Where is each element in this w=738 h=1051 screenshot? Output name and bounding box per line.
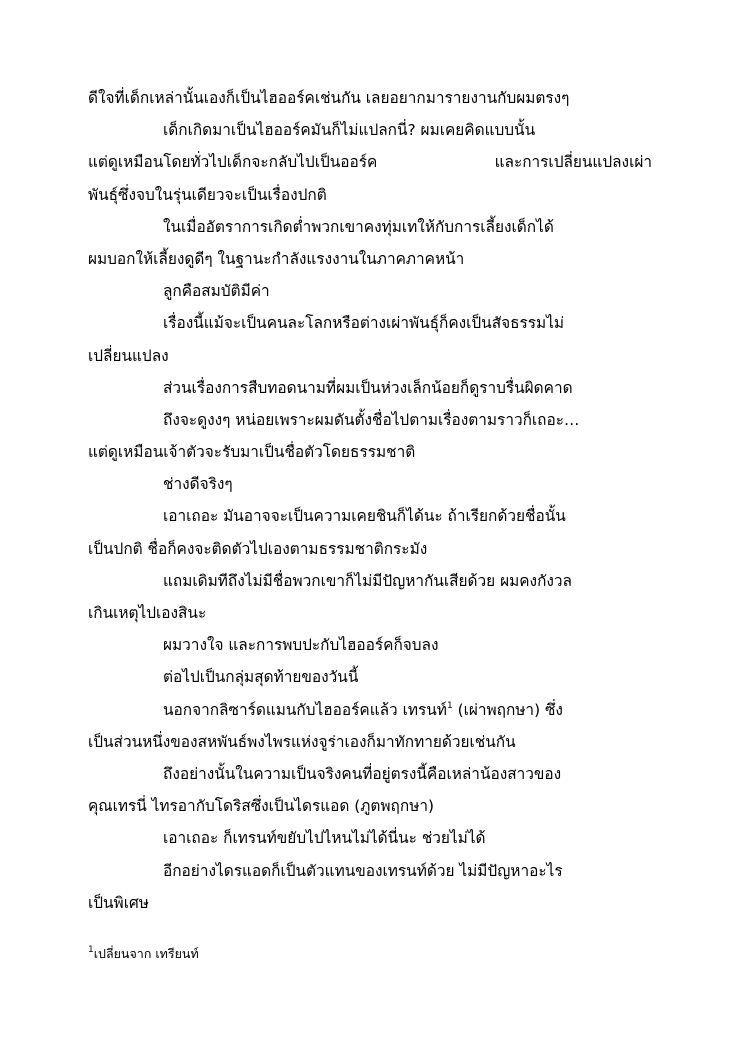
paragraph-line: ดีใจที่เด็กเหล่านั้นเองก็เป็นไฮออร์คเช่นกัน เลยอยากมารายงานกับผมตรงๆ bbox=[88, 89, 570, 107]
footnote-text: เปลี่ยนจาก เทรียนท์ bbox=[93, 946, 199, 961]
line-text: นอกจากลิซาร์ดแมนกับไฮออร์คแล้ว เทรนท์ bbox=[163, 700, 447, 719]
paragraph-line: เอาเถอะ ก็เทรนท์ขยับไปไหนไม่ได้นี่นะ ช่วยไม่ได้ bbox=[163, 829, 486, 848]
paragraph-line: ช่างดีจริงๆ bbox=[163, 475, 233, 494]
paragraph-line: ต่อไปเป็นกลุ่มสุดท้ายของวันนี้ bbox=[163, 668, 359, 687]
paragraph-line: เด็กเกิดมาเป็นไฮออร์คมันก็ไม่แปลกนี่? ผมเคยคิดแบบนั้น bbox=[163, 121, 536, 140]
paragraph-line: แต่ดูเหมือนเจ้าตัวจะรับมาเป็นชื่อตัวโดยธรรมชาติ bbox=[88, 443, 416, 462]
paragraph-line-with-footnote bbox=[88, 694, 652, 726]
paragraph-line: แถมเดิมทีถึงไม่มีชื่อพวกเขาก็ไม่มีปัญหากันเสียด้วย ผมคงกังวล bbox=[163, 571, 572, 590]
paragraph-line: ผมบอกให้เลี้ยงดูดีๆ ในฐานะกำลังแรงงานในภาคภาคหน้า bbox=[88, 249, 465, 268]
footnote bbox=[88, 940, 199, 964]
paragraph-line: ถึงอย่างนั้นในความเป็นจริงคนที่อยู่ตรงนี้คือเหล่าน้องสาวของ bbox=[163, 764, 562, 783]
footnote-ref-marker[interactable]: 1 bbox=[446, 700, 453, 711]
paragraph-line: ลูกคือสมบัติมีค่า bbox=[163, 282, 270, 301]
paragraph-line: เป็นปกติ ชื่อก็คงจะติดตัวไปเองตามธรรมชาติกระมัง bbox=[88, 539, 428, 558]
paragraph-line: ผมวางใจ และการพบปะกับไฮออร์คก็จบลง bbox=[163, 636, 439, 655]
line-text: (เผ่าพฤกษา) ซึ่ง bbox=[457, 700, 563, 719]
paragraph-line: เกินเหตุไปเองสินะ bbox=[88, 604, 207, 622]
paragraph-line: เรื่องนี้แม้จะเป็นคนละโลกหรือต่างเผ่าพันธุ์ก็คงเป็นสัจธรรมไม่ bbox=[163, 314, 565, 333]
paragraph-line: เป็นพิเศษ bbox=[88, 893, 149, 912]
paragraph-line: ส่วนเรื่องการสืบทอดนามที่ผมเป็นห่วงเล็กน้อยก็ดูราบรื่นผิดคาด bbox=[163, 378, 573, 397]
paragraph-line: เอาเถอะ มันอาจจะเป็นความเคยชินก็ได้นะ ถ้าเรียกด้วยชื่อนั้น bbox=[163, 507, 566, 526]
paragraph-line: แต่ดูเหมือนโดยทั่วไปเด็กจะกลับไปเป็นออร์ค และการเปลี่ยนแปลงเผ่า bbox=[88, 153, 652, 172]
paragraph-line: เป็นส่วนหนึ่งของสหพันธ์พงไพรแห่งจูร่าเองก็มาทักทายด้วยเช่นกัน bbox=[88, 732, 516, 751]
paragraph-line: พันธุ์ซึ่งจบในรุ่นเดียวจะเป็นเรื่องปกติ bbox=[88, 185, 327, 204]
paragraph-line: ถึงจะดูงงๆ หน่อยเพราะผมดันตั้งชื่อไปตามเรื่องตามราวก็เถอะ… bbox=[163, 410, 580, 429]
paragraph-line: อีกอย่างไดรแอดก็เป็นตัวแทนของเทรนท์ด้วย ไม่มีปัญหาอะไร bbox=[163, 861, 563, 880]
body-text bbox=[88, 82, 652, 919]
paragraph-line: ในเมื่ออัตราการเกิดต่ำพวกเขาคงทุ่มเทให้กับการเลี้ยงเด็กได้ bbox=[163, 217, 554, 236]
paragraph-line: คุณเทรนี่ ไทรอากับโดริสซึ่งเป็นไดรแอด (ภูตพฤกษา) bbox=[88, 797, 434, 816]
footnote-marker: 1 bbox=[88, 945, 94, 955]
paragraph-line: เปลี่ยนแปลง bbox=[88, 346, 169, 365]
